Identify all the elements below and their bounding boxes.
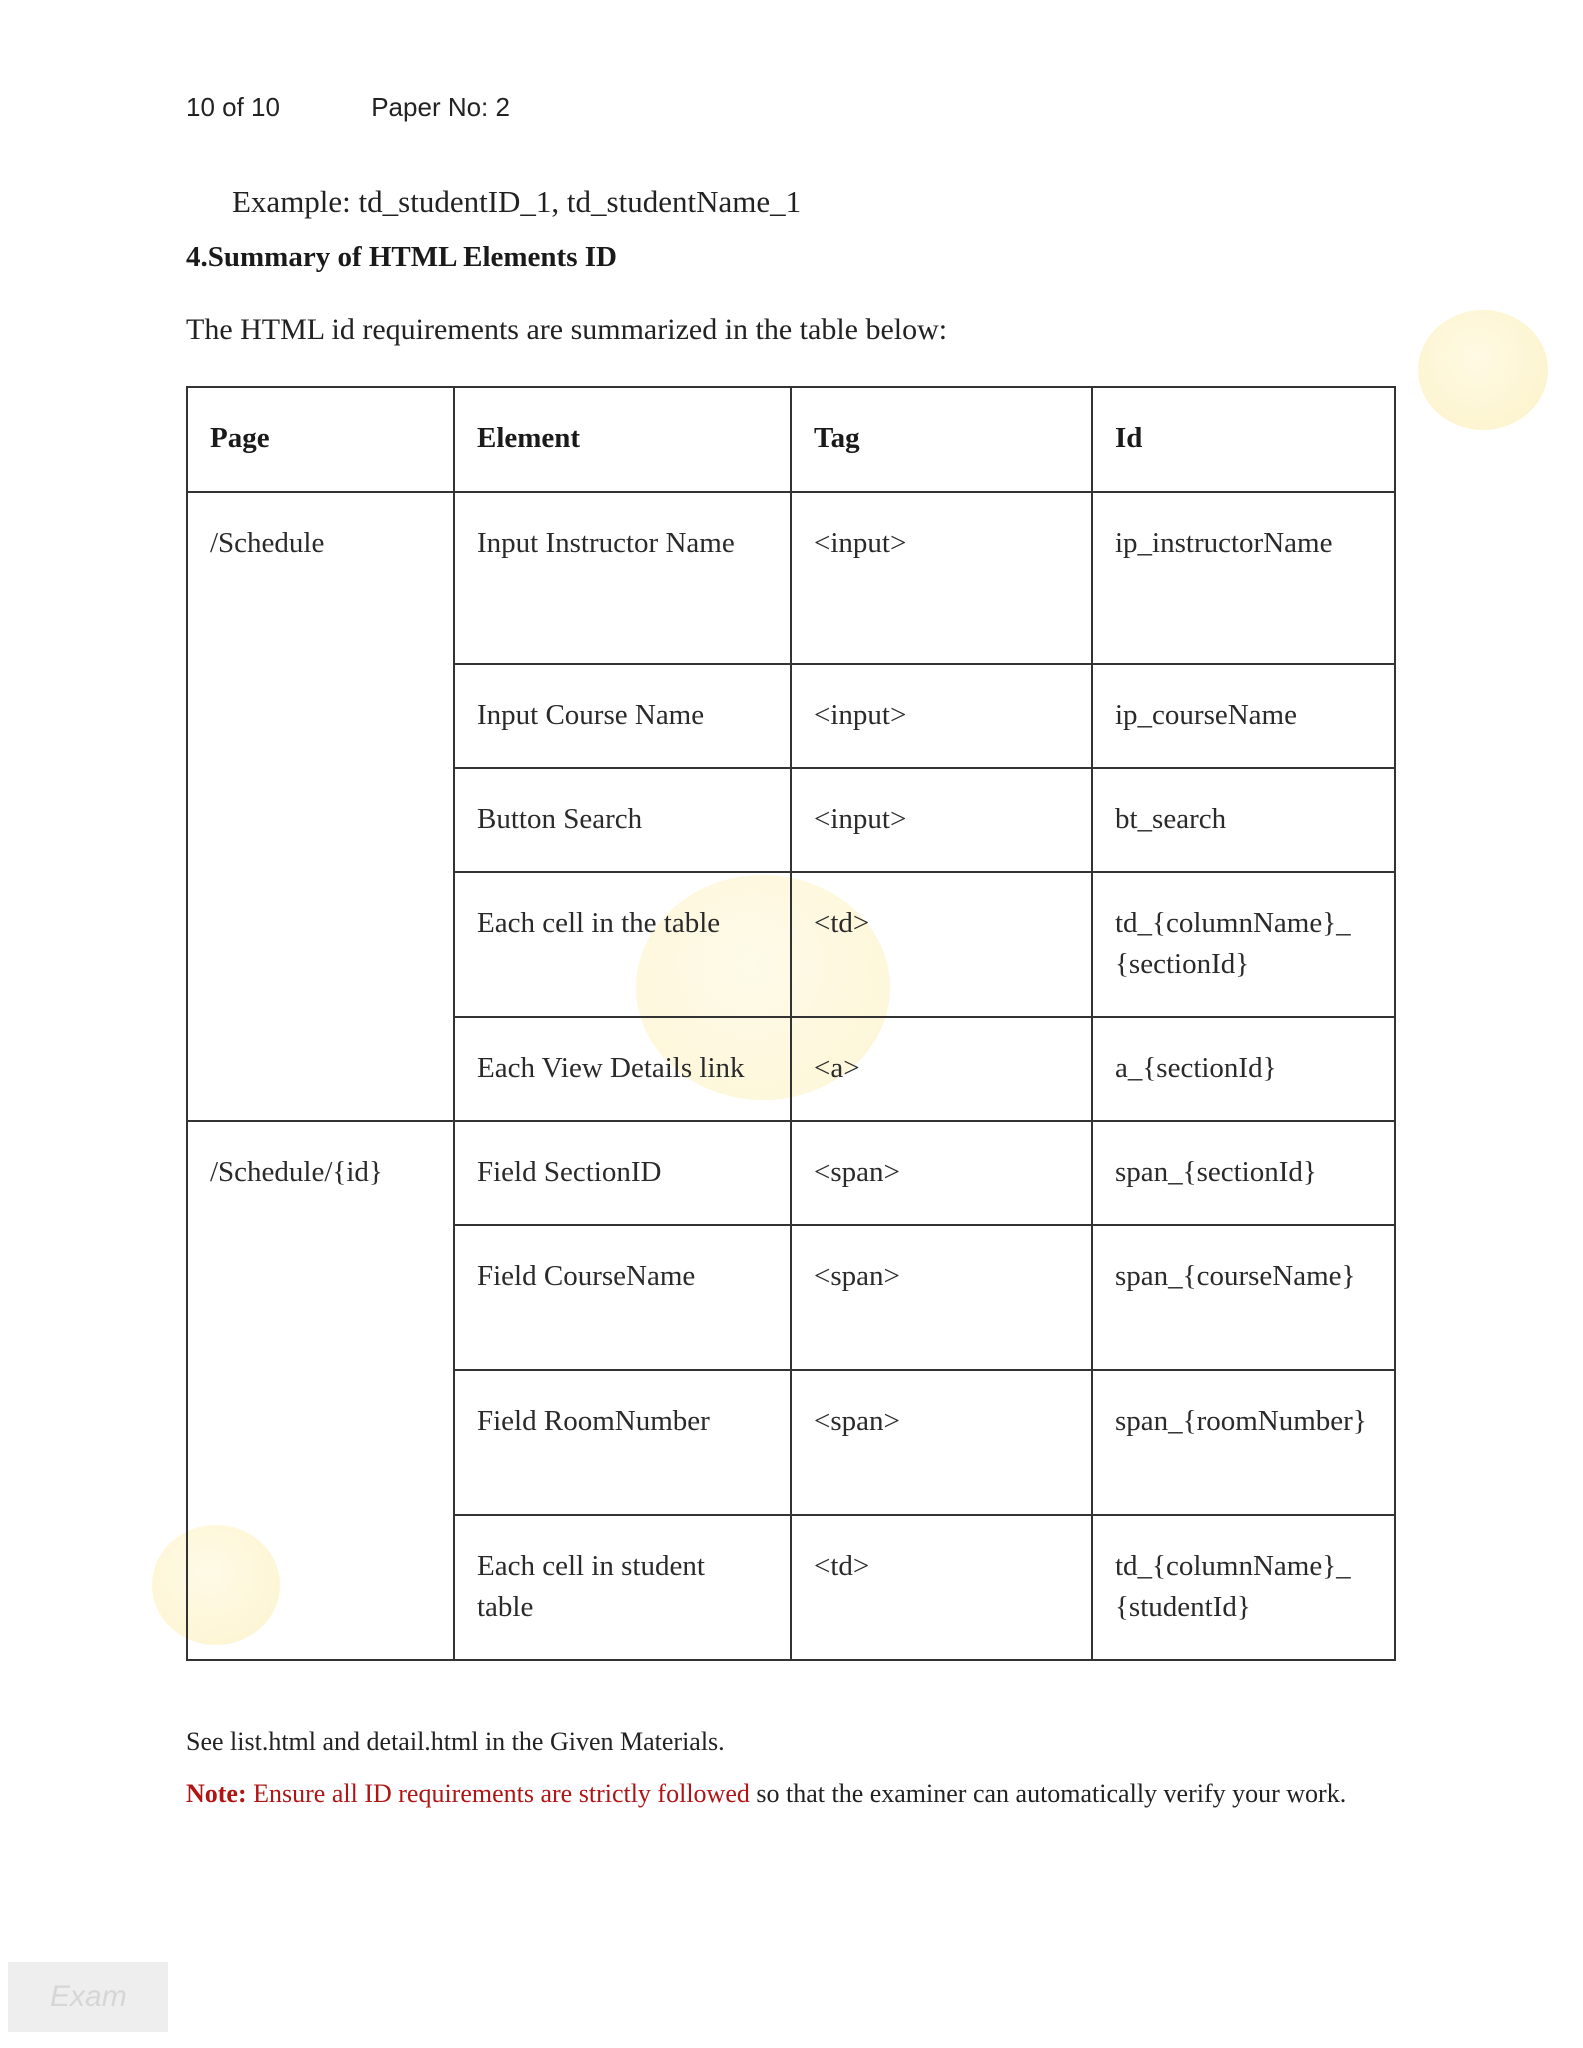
- tag-cell: <input>: [791, 492, 1092, 664]
- watermark-logo: [1418, 310, 1548, 430]
- header-page: Page: [187, 387, 454, 492]
- table-row: [187, 492, 1395, 664]
- element-cell: Input Instructor Name: [454, 492, 791, 664]
- note-label: Note:: [186, 1779, 247, 1808]
- exam-logo: [8, 1962, 168, 2032]
- exam-logo-text: Exam: [50, 1980, 127, 2013]
- note-rest: so that the examiner can automatically verify your work.: [749, 1779, 1347, 1808]
- page-header: [186, 92, 510, 123]
- page-cell: /Schedule: [187, 492, 454, 1121]
- element-cell: Input Course Name: [454, 664, 791, 768]
- tag-cell: <td>: [791, 872, 1092, 1017]
- table-row: [187, 1121, 1395, 1225]
- note-paragraph: [186, 1779, 1346, 1809]
- id-cell: span_{roomNumber}: [1092, 1370, 1395, 1515]
- id-cell: bt_search: [1092, 768, 1395, 872]
- element-cell: Field RoomNumber: [454, 1370, 791, 1515]
- section-heading: 4.Summary of HTML Elements ID: [186, 241, 617, 273]
- id-summary-table: [186, 386, 1396, 1661]
- id-cell: span_{courseName}: [1092, 1225, 1395, 1370]
- tag-cell: <span>: [791, 1121, 1092, 1225]
- tag-cell: <td>: [791, 1515, 1092, 1660]
- page-cell: /Schedule/{id}: [187, 1121, 454, 1660]
- id-cell: ip_courseName: [1092, 664, 1395, 768]
- id-cell: span_{sectionId}: [1092, 1121, 1395, 1225]
- element-cell: Each View Details link: [454, 1017, 791, 1121]
- header-id: Id: [1092, 387, 1395, 492]
- id-cell: td_{columnName}_{studentId}: [1092, 1515, 1395, 1660]
- id-cell: a_{sectionId}: [1092, 1017, 1395, 1121]
- id-cell: ip_instructorName: [1092, 492, 1395, 664]
- tag-cell: <input>: [791, 768, 1092, 872]
- example-line: Example: td_studentID_1, td_studentName_1: [232, 184, 802, 219]
- header-element: Element: [454, 387, 791, 492]
- tag-cell: <span>: [791, 1225, 1092, 1370]
- page-count: 10 of 10: [186, 92, 280, 122]
- note-emphasis: Ensure all ID requirements are strictly followed: [246, 1779, 750, 1808]
- paper-number: Paper No: 2: [371, 92, 510, 122]
- see-materials-text: See list.html and detail.html in the Given Materials.: [186, 1727, 725, 1756]
- element-cell: Field SectionID: [454, 1121, 791, 1225]
- id-cell: td_{columnName}_{sectionId}: [1092, 872, 1395, 1017]
- tag-cell: <span>: [791, 1370, 1092, 1515]
- tag-cell: <a>: [791, 1017, 1092, 1121]
- intro-paragraph: The HTML id requirements are summarized in the table below:: [186, 313, 948, 346]
- table-header-row: [187, 387, 1395, 492]
- element-cell: Each cell in student table: [454, 1515, 791, 1660]
- header-tag: Tag: [791, 387, 1092, 492]
- element-cell: Button Search: [454, 768, 791, 872]
- tag-cell: <input>: [791, 664, 1092, 768]
- element-cell: Each cell in the table: [454, 872, 791, 1017]
- element-cell: Field CourseName: [454, 1225, 791, 1370]
